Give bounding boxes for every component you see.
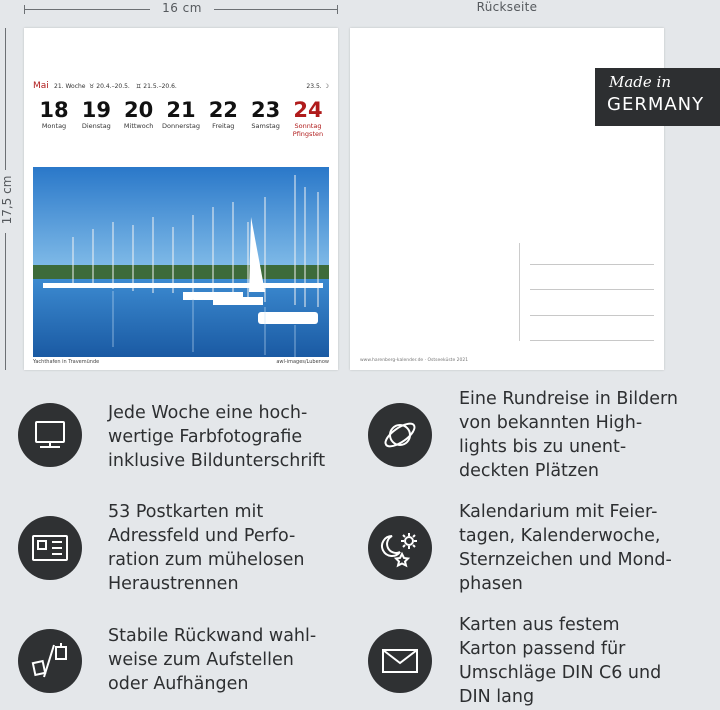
feature-text: Karten aus festem Karton passend für Umschläge DIN C6 und DIN lang (459, 615, 662, 707)
zodiac-taurus: ♉ 20.4.–20.5. (89, 83, 130, 90)
holiday-label: Pfingsten (292, 130, 324, 138)
week-label: 21. Woche (54, 83, 86, 90)
height-dimension (0, 28, 14, 370)
globe-orbit-icon (368, 403, 432, 467)
moon-sun-star-icon (368, 516, 432, 580)
feature-text: Jede Woche eine hoch- wertige Farbfotografie inklusive Bildunterschrift (108, 403, 326, 471)
address-line (530, 340, 654, 341)
stand-hang-icon (18, 629, 82, 693)
back-side-label: Rückseite (476, 0, 538, 14)
day-friday: 22 Freitag (208, 98, 238, 130)
feature-text: Stabile Rückwand wahl- weise zum Aufstellen oder Aufhängen (108, 626, 317, 694)
monitor-icon (18, 403, 82, 467)
address-divider (519, 243, 520, 341)
week-days (33, 98, 329, 138)
feature-text: Kalendarium mit Feier- tagen, Kalenderwoche, Sternzeichen und Mond- phasen (459, 502, 672, 594)
back-footer: www.harenberg-kalender.de · Ostseeküste 2021 (360, 358, 469, 363)
harbor-photo (33, 167, 329, 357)
day-wednesday: 20 Mittwoch (123, 98, 154, 130)
width-dimension (24, 1, 338, 15)
photo-credit: awl-images/Lubenow (276, 359, 329, 365)
day-saturday: 23 Samstag (251, 98, 281, 130)
postcard-front (24, 28, 338, 370)
moon-phase: 23.5. ☽ (306, 83, 329, 90)
day-thursday: 21 Donnerstag (162, 98, 200, 130)
day-tuesday: 19 Dienstag (81, 98, 111, 130)
day-monday: 18 Montag (39, 98, 69, 130)
width-label: 16 cm (162, 1, 202, 15)
feature-text: 53 Postkarten mit Adressfeld und Perfo- ration zum mühelosen Heraustrennen (108, 502, 305, 594)
envelope-icon (368, 629, 432, 693)
photo-caption: Yachthafen in Travemünde (33, 359, 100, 365)
height-label: 17,5 cm (0, 175, 14, 225)
photo-caption-row (33, 359, 329, 365)
postcard-icon (18, 516, 82, 580)
address-line (530, 315, 654, 316)
feature-text: Eine Rundreise in Bildern von bekannten High- lights bis zu unent- deckten Plätzen (459, 389, 678, 481)
zodiac-gemini: ♊ 21.5.–20.6. (136, 83, 177, 90)
month-label: Mai (33, 81, 49, 91)
calendar-header (33, 82, 329, 94)
address-line (530, 289, 654, 290)
made-in-germany-badge: Made in GERMANY (595, 68, 720, 126)
day-sunday: 24 Sonntag Pfingsten (287, 98, 329, 138)
address-line (530, 264, 654, 265)
